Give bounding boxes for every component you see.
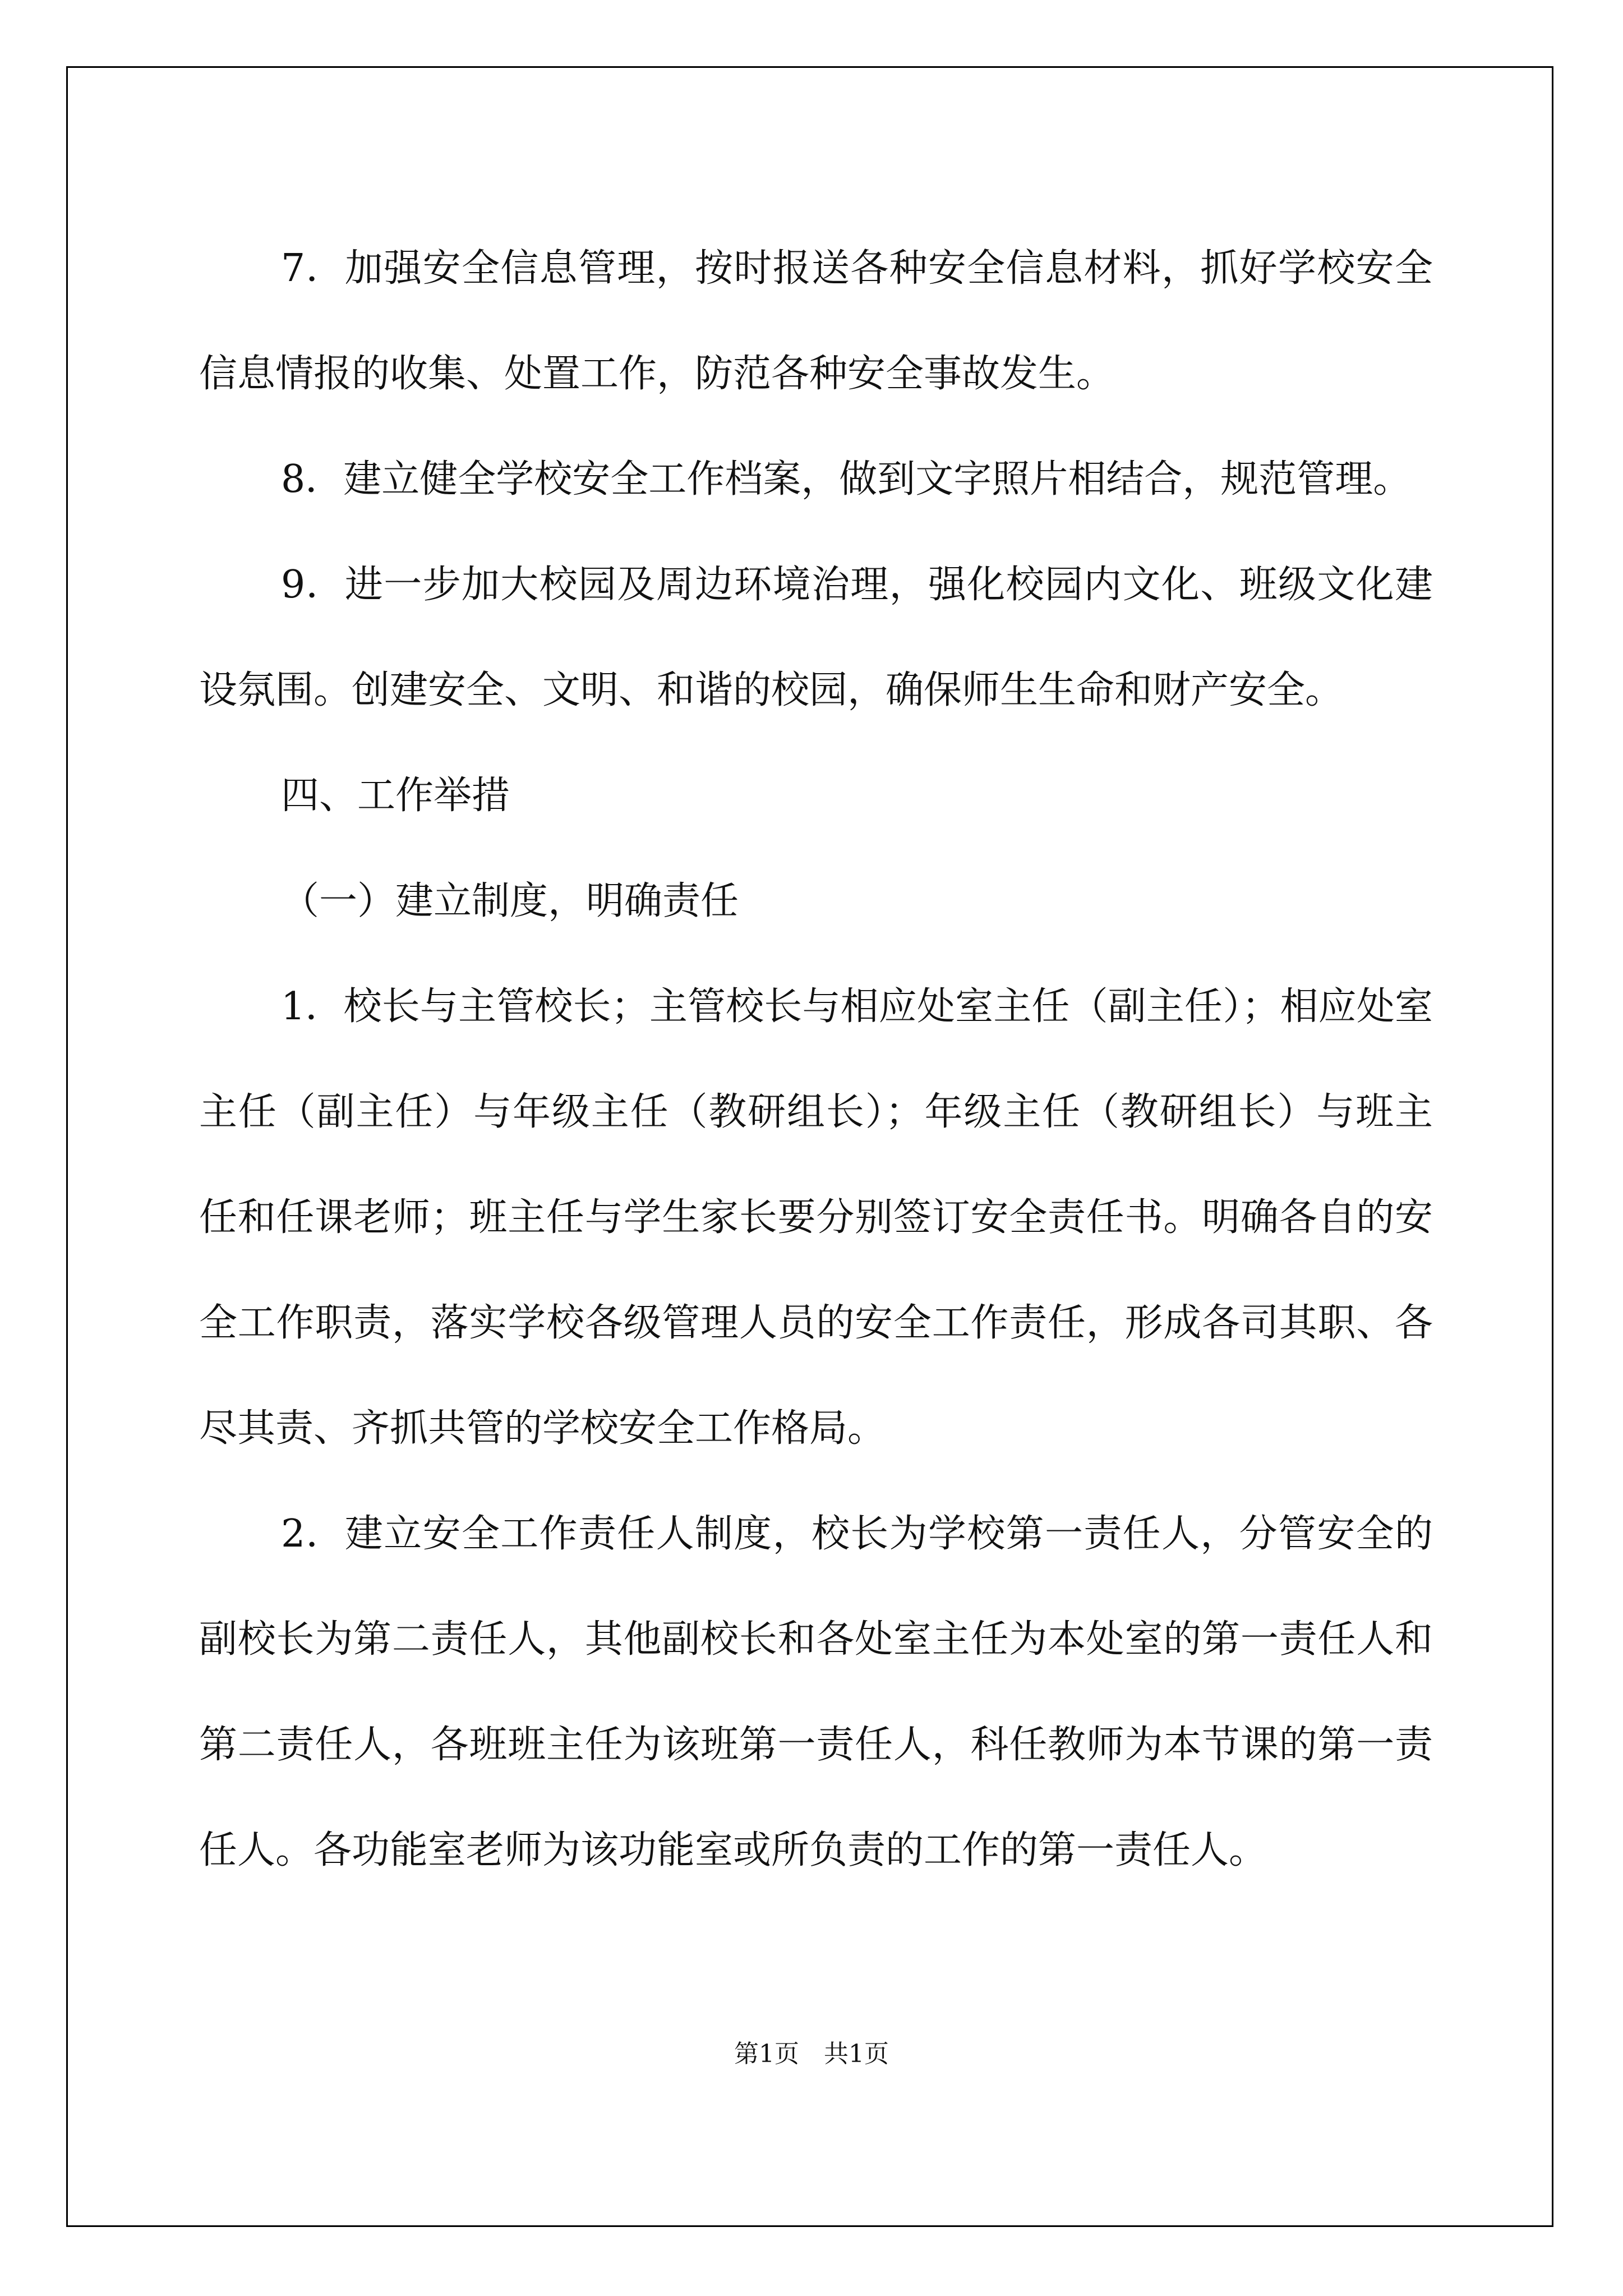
paragraph-item-2: 2．建立安全工作责任人制度，校长为学校第一责任人，分管安全的副校长为第二责任人，其他副校长和各处室主任为本处室的第一责任人和第二责任人，各班班主任为该班第一责任人，科任教师为本节课的第一责任人。各功能室老师为该功能室或所负责的工作的第一责任人。: [199, 1512, 1433, 1872]
paragraph-item-9: 9．进一步加大校园及周边环境治理，强化校园内文化、班级文化建设氛围。创建安全、文明、和谐的校园，确保师生生命和财产安全。: [199, 563, 1433, 712]
paragraph-item-1: 1．校长与主管校长；主管校长与相应处室主任（副主任）；相应处室主任（副主任）与年级主任（教研组长）；年级主任（教研组长）与班主任和任课老师；班主任与学生家长要分别签订安全责任书。明确各自的安全工作职责，落实学校各级管理人员的安全工作责任，形成各司其职、各尽其责、齐抓共管的学校安全工作格局。: [199, 984, 1433, 1451]
paragraph-item-7: 7．加强安全信息管理，按时报送各种安全信息材料，抓好学校安全信息情报的收集、处置工作，防范各种安全事故发生。: [199, 246, 1433, 396]
paragraph-item-8: 8．建立健全学校安全工作档案，做到文字照片相结合，规范管理。: [281, 457, 1412, 501]
section-heading: 四、工作举措: [281, 774, 510, 818]
subsection-heading: （一）建立制度，明确责任: [281, 879, 739, 923]
page-footer: 第1页 共1页: [734, 2040, 889, 2068]
